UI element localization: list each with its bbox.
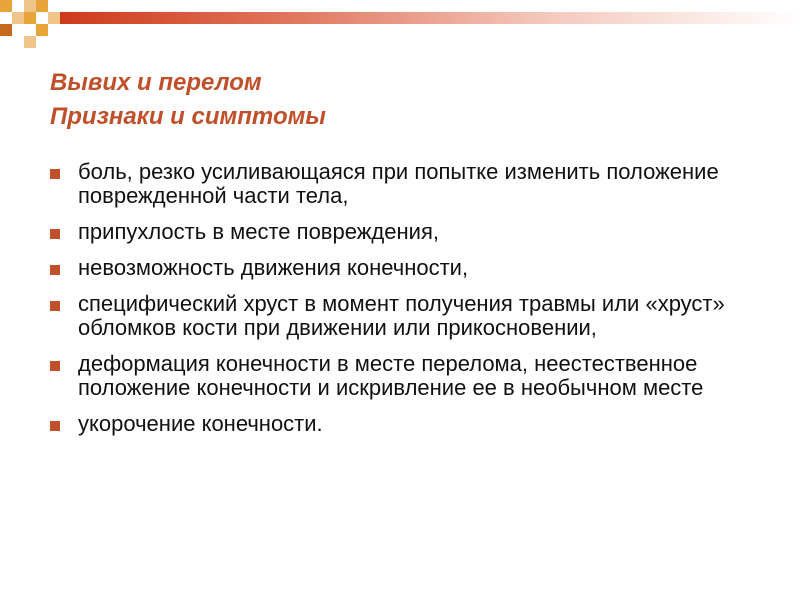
square-bullet-icon xyxy=(50,421,60,431)
decor-square xyxy=(24,36,36,48)
list-item xyxy=(50,256,740,280)
list-item xyxy=(50,352,740,400)
square-bullet-icon xyxy=(50,265,60,275)
decor-square xyxy=(12,12,24,24)
list-item xyxy=(50,412,740,436)
symptoms-list xyxy=(50,160,740,448)
decor-square xyxy=(0,24,12,36)
decor-square xyxy=(24,0,36,12)
list-item-text: боль, резко усиливающаяся при попытке изменить положение поврежденной части тела, xyxy=(78,159,719,208)
list-item-text: специфический хруст в момент получения травмы или «хруст» обломков кости при движении или прикосновении, xyxy=(78,291,725,340)
decor-square xyxy=(24,12,36,24)
decor-square xyxy=(0,0,12,12)
list-item xyxy=(50,292,740,340)
square-bullet-icon xyxy=(50,301,60,311)
slide-title-line-1: Вывих и перелом xyxy=(50,69,262,96)
list-item xyxy=(50,220,740,244)
list-item-text: деформация конечности в месте перелома, неестественное положение конечности и искривление ее в необычном месте xyxy=(78,351,704,400)
square-bullet-icon xyxy=(50,169,60,179)
decor-square xyxy=(36,0,48,12)
square-bullet-icon xyxy=(50,361,60,371)
decor-square xyxy=(48,12,60,24)
list-item-text: укорочение конечности. xyxy=(78,411,323,436)
square-bullet-icon xyxy=(50,229,60,239)
slide-title xyxy=(50,66,326,134)
decor-square xyxy=(36,24,48,36)
list-item xyxy=(50,160,740,208)
list-item-text: припухлость в месте повреждения, xyxy=(78,219,439,244)
list-item-text: невозможность движения конечности, xyxy=(78,255,469,280)
header-gradient-bar xyxy=(60,12,800,24)
slide-title-line-2: Признаки и симптомы xyxy=(50,103,326,130)
